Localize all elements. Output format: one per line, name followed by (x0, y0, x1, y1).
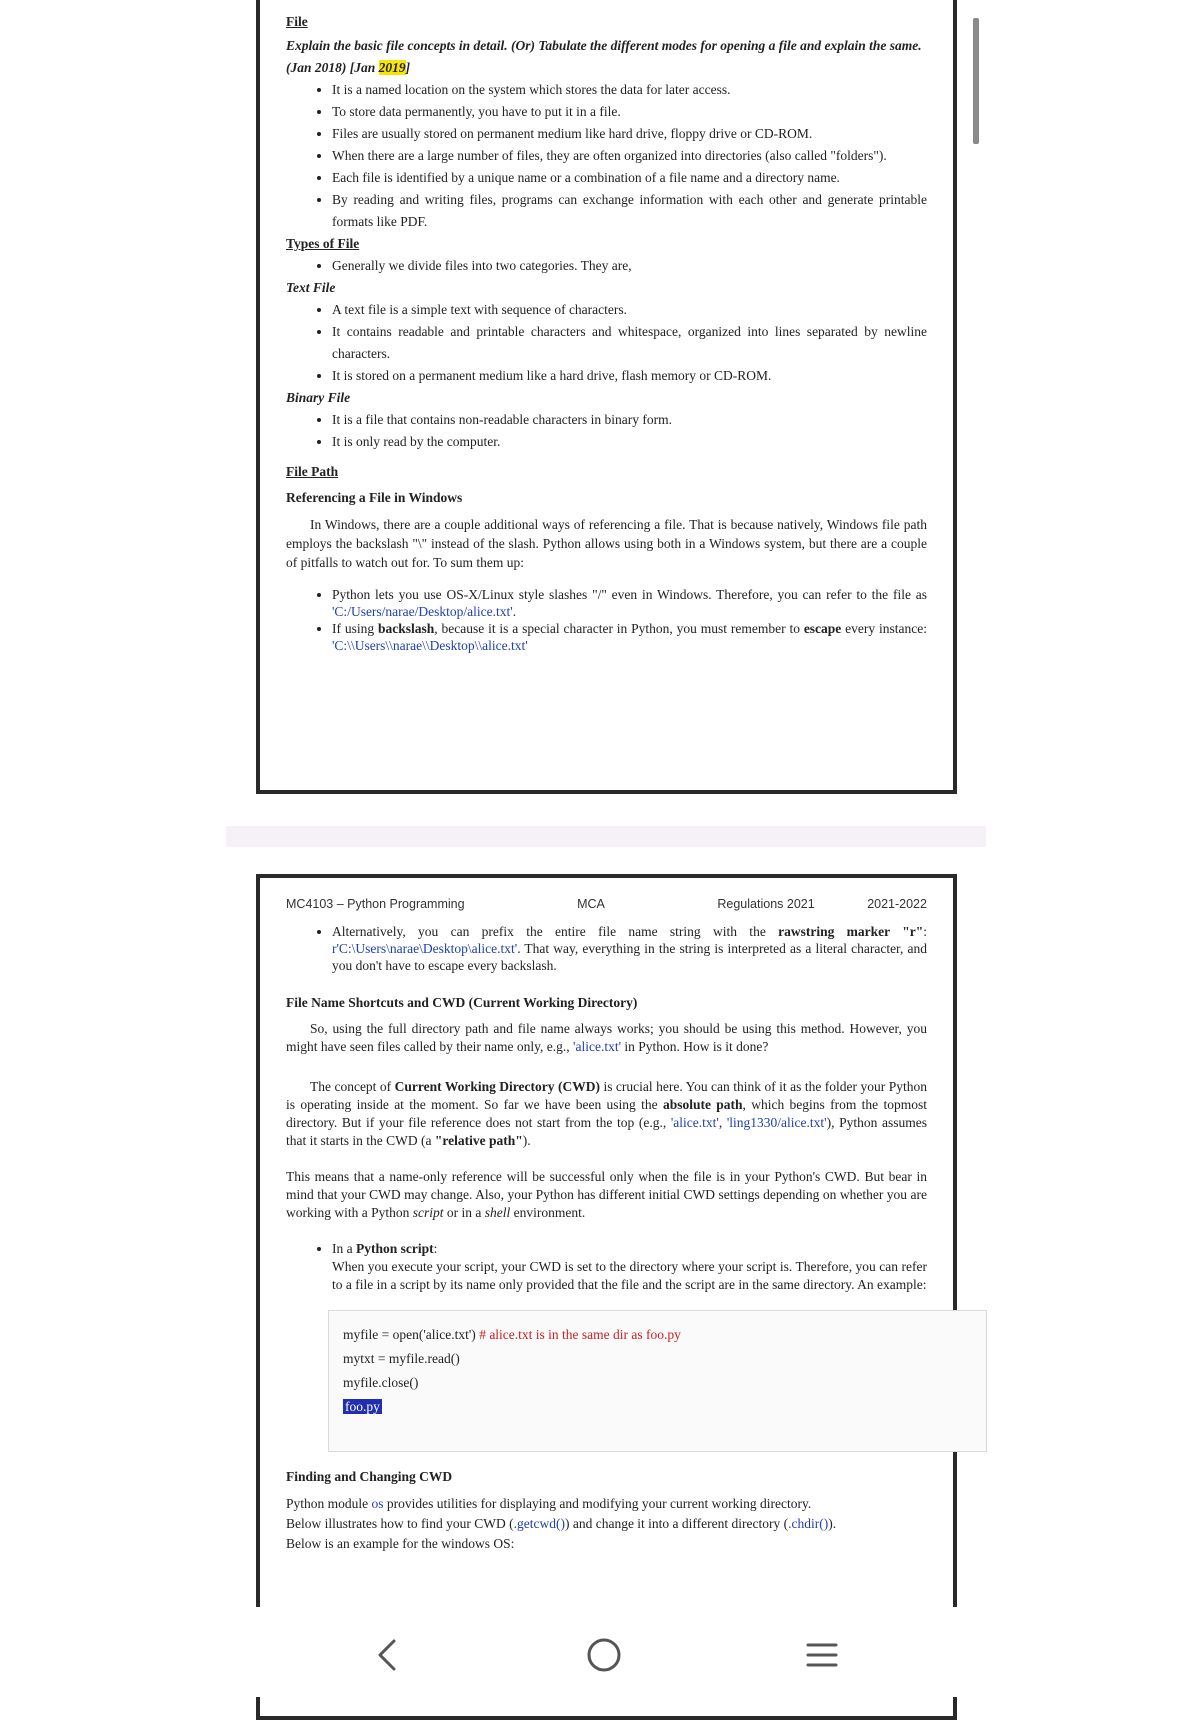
list-item: • It is stored on a permanent medium like a hard drive, flash memory or CD-ROM. (332, 365, 927, 387)
para-text: ) and change it into a different directory ( (564, 1516, 789, 1531)
header-program: MCA (577, 897, 605, 911)
bullet-text: In a (332, 1241, 356, 1256)
bullet-bold: Python script (356, 1241, 434, 1256)
text-file-heading: Text File (286, 280, 336, 295)
cwd-paragraph-1 (286, 1020, 927, 1056)
finding-line (286, 1494, 927, 1514)
code-line: myfile.close() (343, 1375, 419, 1390)
bullet-text: : (433, 1241, 438, 1256)
finding-line (286, 1514, 927, 1534)
document-page-1 (256, 0, 957, 794)
para-bold: absolute path (662, 1097, 743, 1112)
para-text: ). (522, 1133, 531, 1148)
file-path-heading: File Path (286, 464, 339, 479)
code-text: myfile = open('alice.txt') (343, 1327, 476, 1342)
page-1-content (286, 11, 927, 654)
path-code: 'C:\\Users\\narae\\Desktop\\alice.txt' (332, 638, 528, 653)
para-text: , (718, 1115, 727, 1130)
list-item: • It is a named location on the system which stores the data for later access. (332, 79, 927, 101)
list-item: • By reading and writing files, programs can exchange information with each other and generate printable formats like PDF. (332, 189, 927, 233)
list-item: • Files are usually stored on permanent medium like hard drive, floppy drive or CD-ROM. (332, 123, 927, 145)
ref-windows-heading: Referencing a File in Windows (286, 490, 463, 505)
finding-paragraph (286, 1494, 927, 1554)
para-text: The concept of (310, 1079, 395, 1094)
page-gap (226, 826, 986, 847)
bullet-bold: backslash (377, 621, 435, 636)
para-text: ), Python assumes that it starts in the CWD (a (286, 1115, 928, 1148)
bullet-text: , because it is a special character in Python, you must remember to (434, 621, 804, 636)
para-text: Python module (286, 1496, 372, 1511)
navigation-bar (0, 1607, 1200, 1697)
list-item: • It is only read by the computer. (332, 431, 927, 453)
list-item: • When there are a large number of files, they are often organized into directories (also called "folders"). (332, 145, 927, 167)
bullet-text: : (923, 924, 927, 939)
path-list (286, 586, 927, 654)
document-page-2 (256, 874, 957, 1720)
file-bullet-list (286, 79, 927, 233)
para-text: is crucial here. You can think of it as the folder your Python is operating inside at the moment. So far we have been using the (286, 1079, 927, 1112)
list-item: • Python lets you use OS-X/Linux style slashes "/" even in Windows. Therefore, you can refer to the file as 'C:/Users/narae/Desktop/alice.txt'. (332, 586, 927, 620)
recents-button[interactable] (802, 1635, 842, 1675)
inline-code: os (371, 1496, 384, 1511)
code-block (328, 1310, 987, 1452)
text-file-list (286, 299, 927, 387)
cwd-paragraph-2 (286, 1078, 927, 1150)
back-button[interactable] (368, 1635, 408, 1675)
list-item: • A text file is a simple text with sequence of characters. (332, 299, 927, 321)
header-year: 2021-2022 (867, 897, 927, 911)
binary-file-list (286, 409, 927, 453)
types-list (286, 255, 927, 277)
code-line: mytxt = myfile.read() (343, 1351, 460, 1366)
code-line (343, 1395, 972, 1419)
question-text (286, 35, 927, 79)
section-file-heading: File (286, 14, 308, 29)
finding-line: Below is an example for the windows OS: (286, 1536, 515, 1551)
header-regulations: Regulations 2021 (717, 897, 815, 911)
bullet-text: When you execute your script, your CWD is set to the directory where your script is. Therefore, you can refer to a file in a script by its name only provided that the file and the script are in the same directory. An example: (332, 1259, 927, 1292)
bullet-text: . That way, everything in the string is interpreted as a literal character, and you don't have to escape every backslash. (332, 941, 927, 973)
list-item: • Generally we divide files into two categories. They are, (332, 255, 927, 277)
home-icon (584, 1635, 624, 1675)
selected-text[interactable]: foo.py (345, 1399, 380, 1414)
highlighted-year: 2019 (378, 60, 406, 75)
para-text: This means that a name-only reference will be successful only when the file is in your Python's CWD. But bear in mind that your CWD may change. Also, your Python has different initial CWD settings depending on whether you are working with a Python (286, 1169, 927, 1220)
types-heading: Types of File (286, 236, 360, 251)
page-header (286, 893, 927, 915)
inline-code: 'alice.txt' (670, 1115, 719, 1130)
ref-windows-paragraph: In Windows, there are a couple additional ways of referencing a file. That is because natively, Windows file path employs the backslash "\" instead of the slash. Python allows using both in a Windows system, but there are a couple of pitfalls to watch out for. To sum them up: (286, 517, 927, 570)
bullet-text: Python lets you use OS-X/Linux style slashes "/" even in Windows. Therefore, you can refer to the file as (332, 587, 927, 602)
list-item (332, 923, 927, 974)
para-text: Below illustrates how to find your CWD ( (286, 1516, 514, 1531)
para-text: in Python. How is it done? (621, 1039, 769, 1054)
para-bold: "relative path" (434, 1133, 523, 1148)
code-line (343, 1323, 972, 1347)
bullet-bold: rawstring marker "r" (778, 924, 924, 939)
para-text: So, using the full directory path and file name always works; you should be using this method. However, you might have seen files called by their name only, e.g., (286, 1021, 927, 1054)
list-item (332, 620, 927, 654)
bullet-text: every instance: (841, 621, 927, 636)
binary-file-heading: Binary File (286, 390, 351, 405)
bullet-bold: escape (803, 621, 842, 636)
back-icon (368, 1635, 408, 1675)
list-item (332, 1240, 927, 1294)
cwd-paragraph-3 (286, 1168, 927, 1222)
para-text: , which begins from the topmost directory. But if your file reference does not start from the top (e.g., (286, 1097, 927, 1130)
question-part: Explain the basic file concepts in detail. (Or) Tabulate the different modes for opening a file and explain the same. (Jan 2018) [Jan (286, 38, 922, 75)
inline-code: 'ling1330/alice.txt' (726, 1115, 827, 1130)
inline-code: 'alice.txt' (573, 1039, 622, 1054)
page-2-content (286, 893, 927, 1554)
home-button[interactable] (584, 1635, 624, 1675)
para-italic: script (412, 1205, 444, 1220)
header-course: MC4103 – Python Programming (286, 897, 465, 911)
finding-heading: Finding and Changing CWD (286, 1469, 453, 1484)
cwd-heading: File Name Shortcuts and CWD (Current Working Directory) (286, 995, 638, 1010)
path-code: r'C:\Users\narae\Desktop\alice.txt' (332, 941, 518, 956)
para-bold: Current Working Directory (CWD) (394, 1079, 600, 1094)
bullet-text: If using (332, 621, 378, 636)
bullet-text: Alternatively, you can prefix the entire file name string with the (332, 924, 779, 939)
para-text: ). (828, 1516, 837, 1531)
script-list (286, 1240, 927, 1294)
para-text: provides utilities for displaying and modifying your current working directory. (383, 1496, 812, 1511)
alt-list (286, 923, 927, 974)
list-item: • It contains readable and printable characters and whitespace, organized into lines separated by newline characters. (332, 321, 927, 365)
inline-code: .getcwd() (513, 1516, 565, 1531)
para-italic: shell (484, 1205, 511, 1220)
para-text: environment. (510, 1205, 586, 1220)
path-code: 'C:/Users/narae/Desktop/alice.txt' (332, 604, 513, 619)
scrollbar[interactable] (973, 18, 979, 144)
code-comment: # alice.txt is in the same dir as foo.py (475, 1327, 681, 1342)
list-item: • It is a file that contains non-readable characters in binary form. (332, 409, 927, 431)
list-item: • Each file is identified by a unique name or a combination of a file name and a directory name. (332, 167, 927, 189)
inline-code: .chdir() (788, 1516, 829, 1531)
list-item: • To store data permanently, you have to put it in a file. (332, 101, 927, 123)
recents-icon (802, 1635, 842, 1675)
para-text: or in a (443, 1205, 485, 1220)
question-end: ] (405, 60, 411, 75)
